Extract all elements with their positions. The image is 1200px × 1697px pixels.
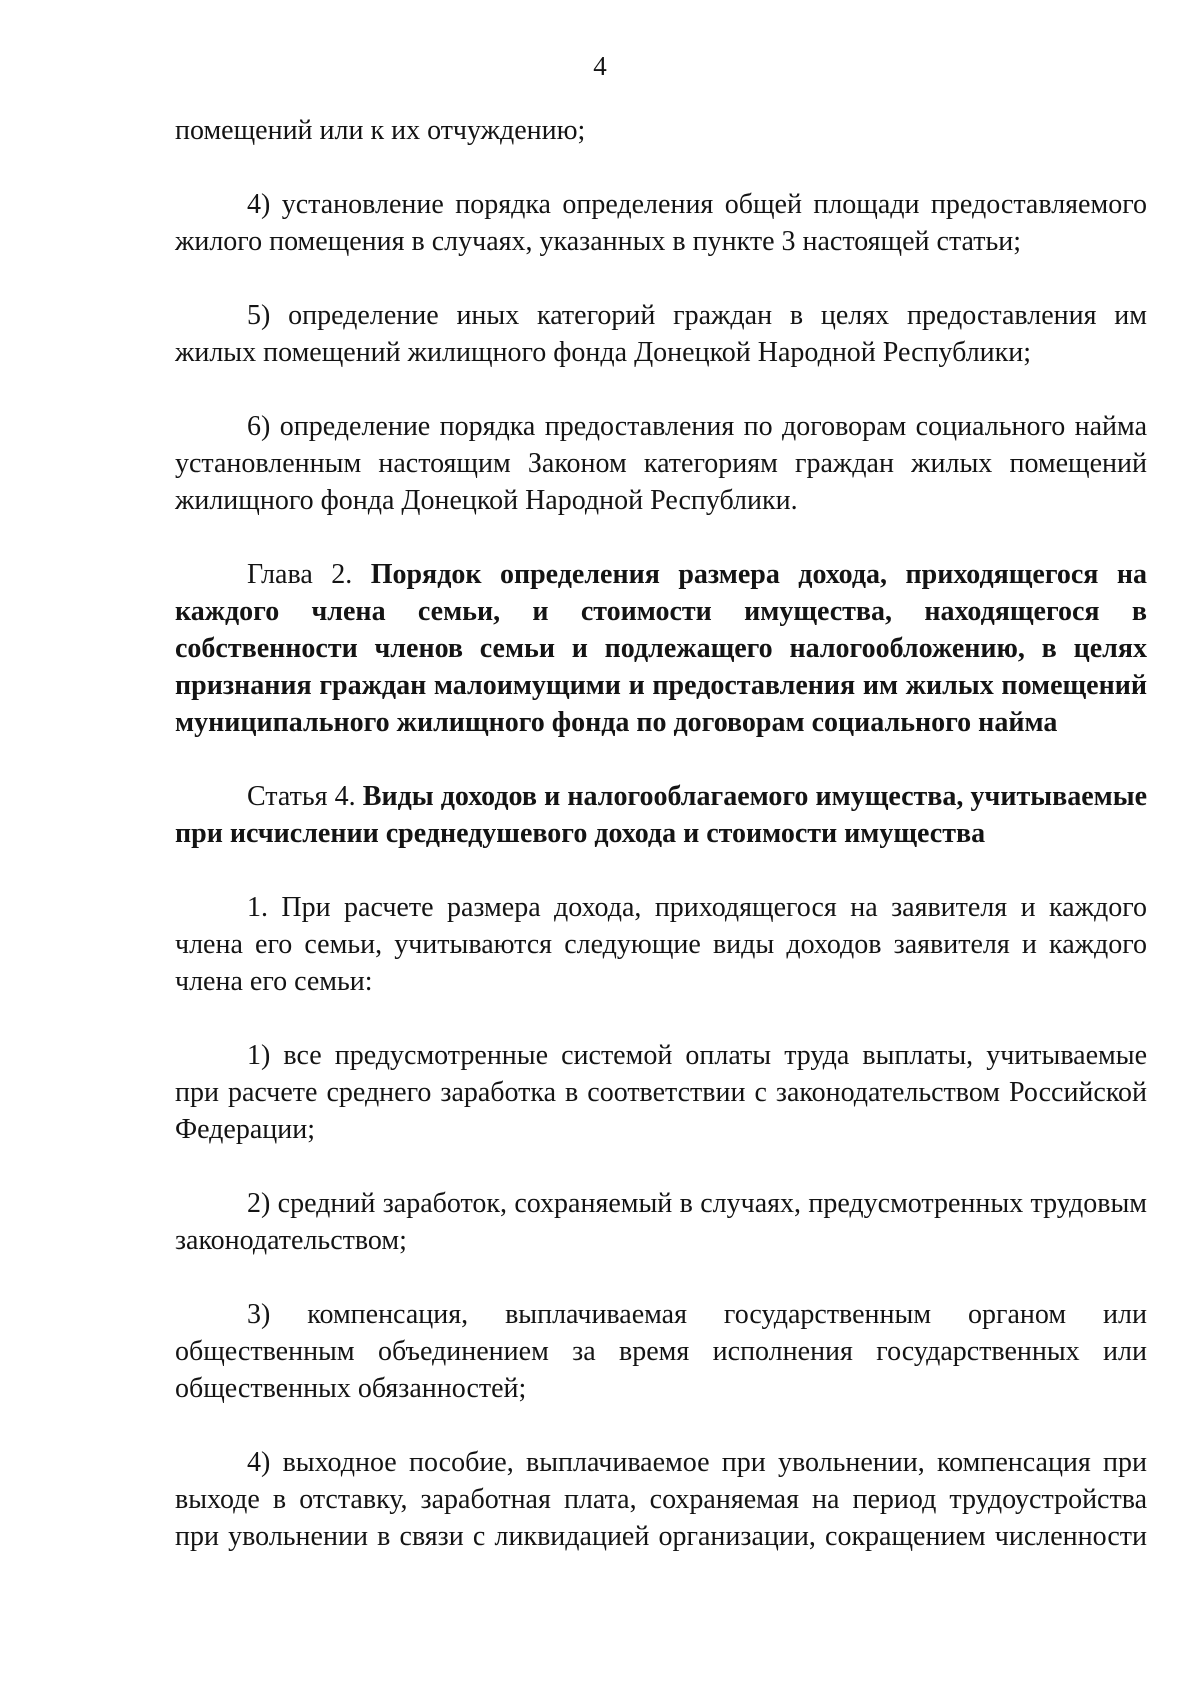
- document-body: [175, 112, 1147, 1555]
- article-title: Виды доходов и налогооблагаемого имущества, учитываемые при исчислении среднедушевого дохода и стоимости имущества: [175, 781, 1148, 849]
- list-item-4: 4) установление порядка определения общей площади предоставляемого жилого помещения в случаях, указанных в пункте 3 настоящей статьи;: [175, 189, 1147, 257]
- list-item-5: 5) определение иных категорий граждан в целях предоставления им жилых помещений жилищного фонда Донецкой Народной Республики;: [175, 300, 1147, 368]
- chapter-heading: [175, 556, 1147, 741]
- subclause-1: 1) все предусмотренные системой оплаты труда выплаты, учитываемые при расчете среднего заработка в соответствии с законодательством Российской Федерации;: [175, 1040, 1147, 1145]
- subclause-4: 4) выходное пособие, выплачиваемое при увольнении, компенсация при выходе в отставку, заработная плата, сохраняемая на период трудоустройства при увольнении в связи с ликвидацией организации, сокращением численности: [175, 1447, 1147, 1552]
- subclause-2: 2) средний заработок, сохраняемый в случаях, предусмотренных трудовым законодательством;: [175, 1188, 1147, 1256]
- chapter-title: Порядок определения размера дохода, приходящегося на каждого члена семьи, и стоимости имущества, находящегося в собственности членов семьи и подлежащего налогообложению, в целях признания граждан малоимущими и предоставления им жилых помещений муниципального жилищного фонда по договорам социального найма: [175, 559, 1148, 738]
- article-heading: [175, 778, 1147, 852]
- clause-1: 1. При расчете размера дохода, приходящегося на заявителя и каждого члена его семьи, учитываются следующие виды доходов заявителя и каждого члена его семьи:: [175, 892, 1147, 997]
- subclause-3: 3) компенсация, выплачиваемая государственным органом или общественным объединением за время исполнения государственных или общественных обязанностей;: [175, 1299, 1147, 1404]
- chapter-label: Глава 2.: [247, 559, 353, 590]
- page-number: 4: [593, 51, 607, 81]
- paragraph-continuation: помещений или к их отчуждению;: [175, 115, 586, 146]
- article-label: Статья 4.: [247, 781, 356, 812]
- list-item-6: 6) определение порядка предоставления по договорам социального найма установленным настоящим Законом категориям граждан жилых помещений жилищного фонда Донецкой Народной Республики.: [175, 411, 1147, 516]
